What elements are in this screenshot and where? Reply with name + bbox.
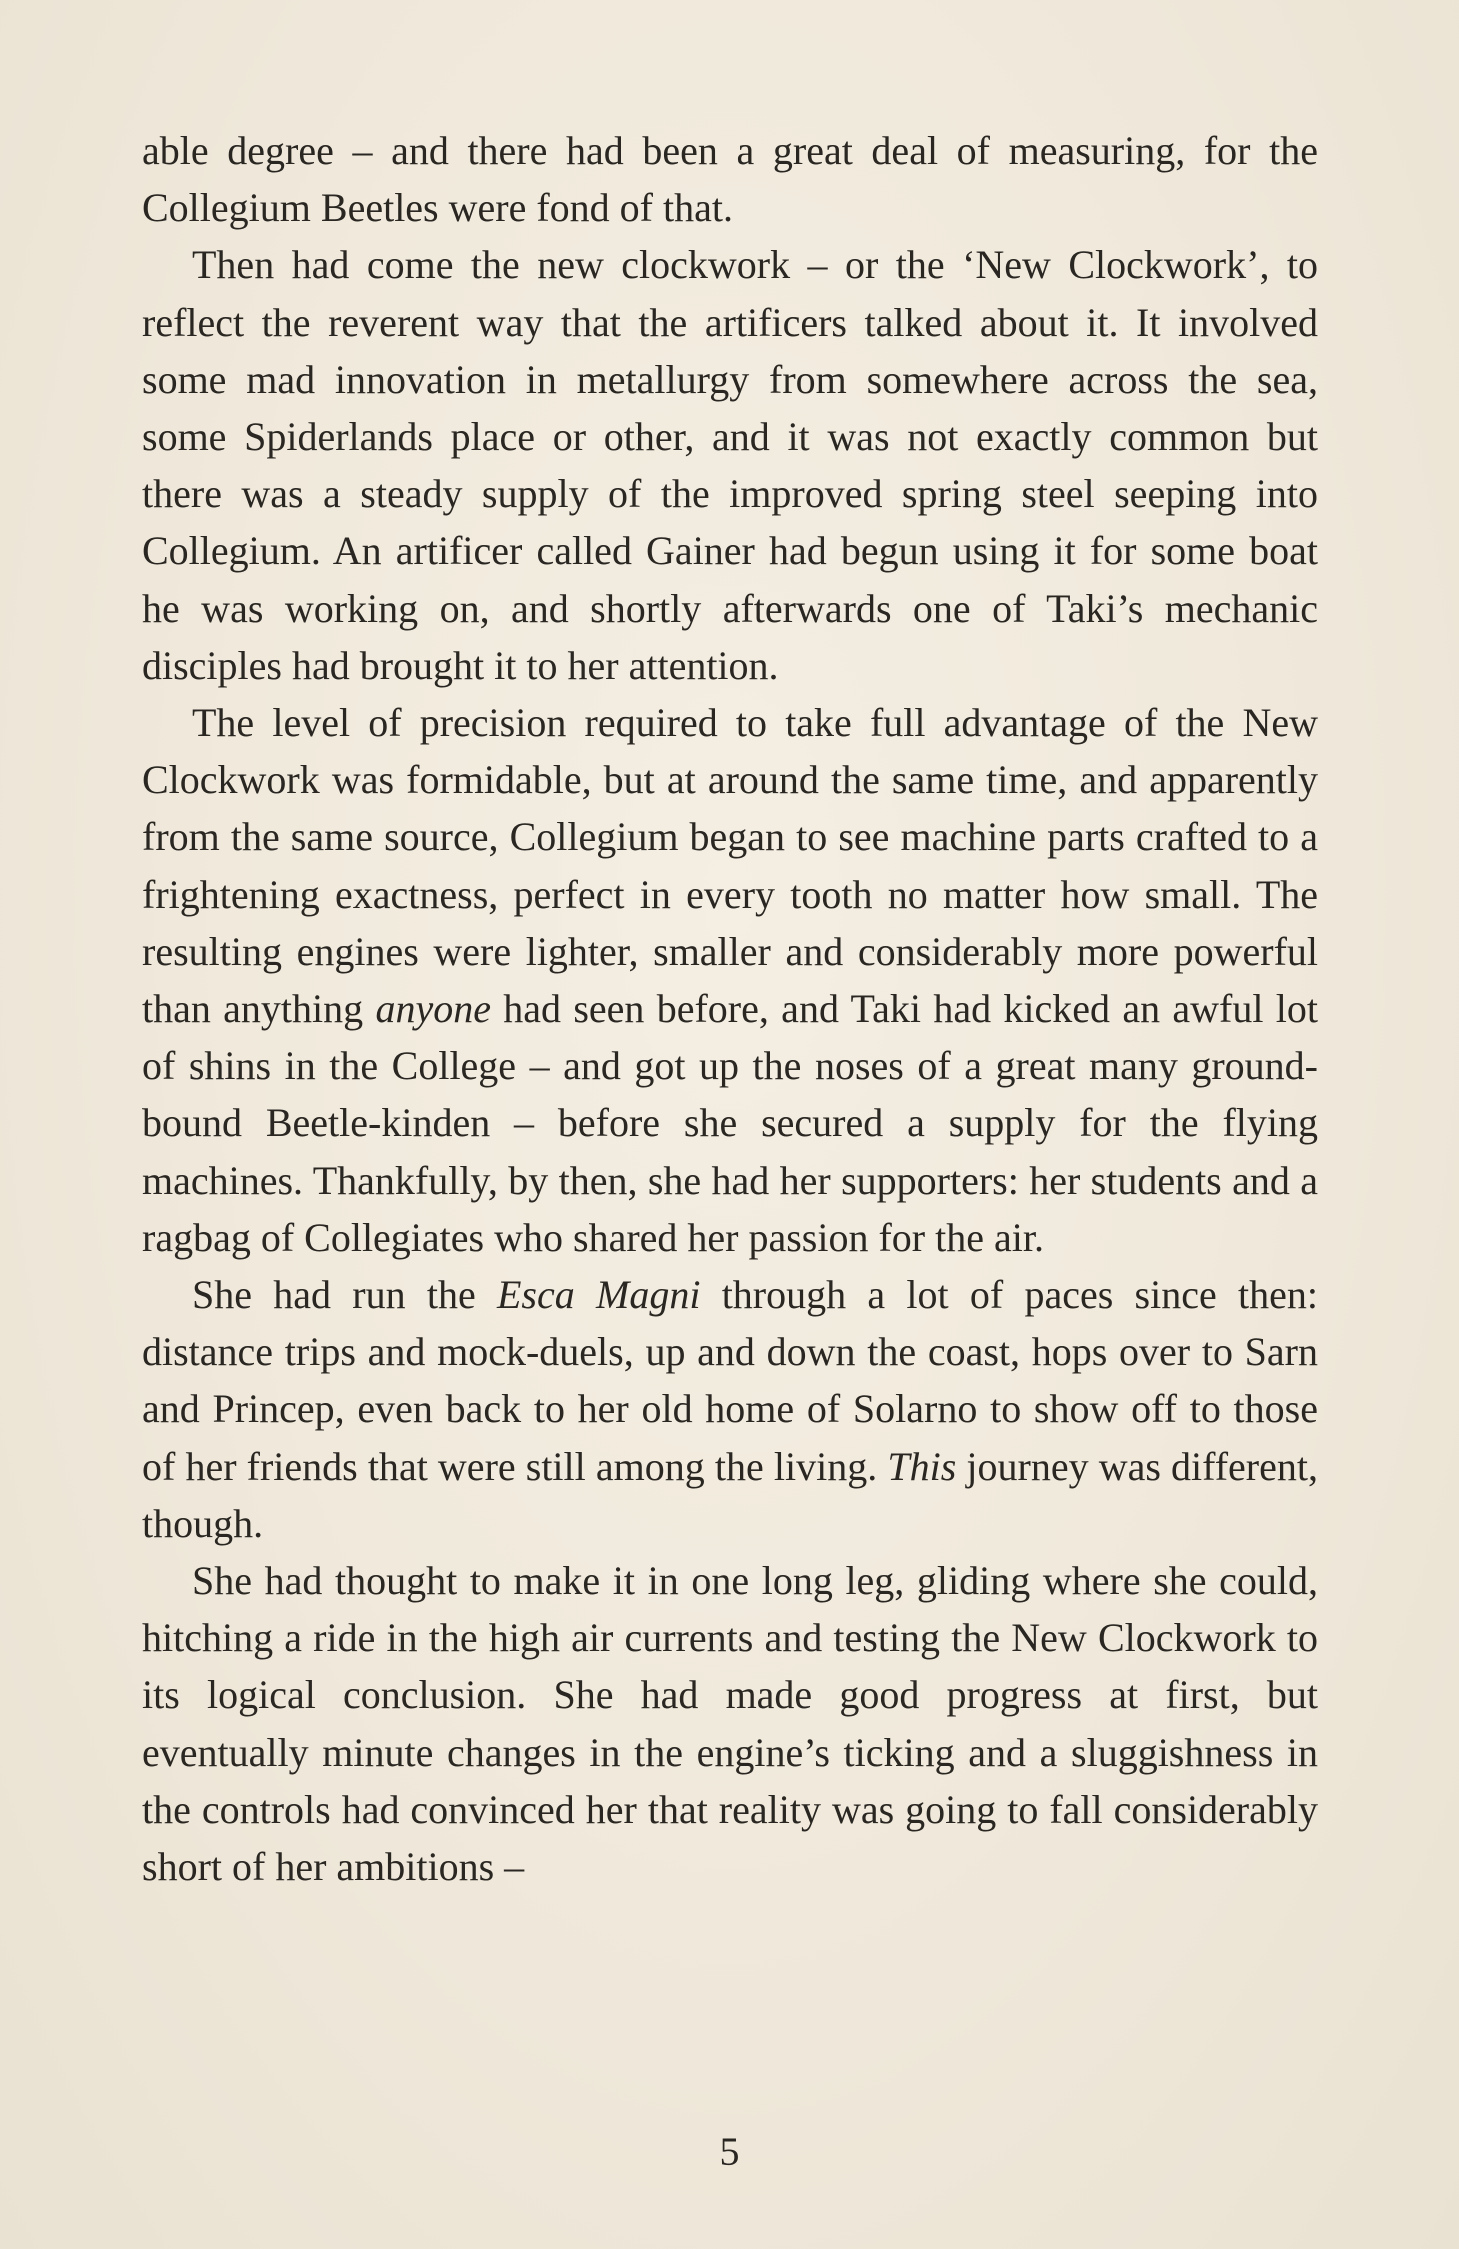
paragraph-3 — [142, 694, 1318, 1266]
paragraph-5 — [142, 1552, 1318, 1895]
text-segment: through a lot of paces since then: distance trips and mock-duels, up and down the coast, hops over to Sarn and Princep, even back to her old home of Solarno to show off to those of her friends that were still among the living. — [142, 1272, 1318, 1489]
paragraph-2 — [142, 236, 1318, 694]
text-segment: She had thought to make it in one long leg, gliding where she could, hitching a ride in the high air currents and testing the New Clockwork to its logical conclusion. She had made good progress at first, but eventually minute changes in the engine’s ticking and a sluggishness in the controls had convinced her that reality was going to fall considerably short of her ambitions – — [142, 1558, 1318, 1890]
text-segment: had seen before, and Taki had kicked an awful lot of shins in the College – and got up the noses of a great many ground-bound Beetle-kinden – before she secured a supply for the flying machines. Thankfully, by then, she had her supporters: her students and a ragbag of Collegiates who shared her passion for the air. — [142, 986, 1318, 1260]
paragraph-1 — [142, 122, 1318, 236]
text-segment: Then had come the new clockwork – or the ‘New Clockwork’, to reflect the reverent way that the artificers talked about it. It involved some mad innovation in metallurgy from somewhere across the sea, some Spiderlands place or other, and it was not exactly common but there was a steady supply of the improved spring steel seeping into Collegium. An artificer called Gainer had begun using it for some boat he was working on, and shortly afterwards one of Taki’s mechanic disciples had brought it to her attention. — [142, 242, 1318, 688]
italic-text: anyone — [375, 986, 491, 1032]
text-segment: journey was different, though. — [142, 1443, 1318, 1546]
italic-text: This — [887, 1443, 957, 1489]
paragraph-4 — [142, 1266, 1318, 1552]
ship-name: Esca Magni — [496, 1272, 701, 1318]
text-segment: able degree – and there had been a great deal of measuring, for the Collegium Beetles were fond of that. — [142, 128, 1318, 231]
page-number: 5 — [719, 2129, 740, 2174]
text-segment: She had run the — [192, 1272, 497, 1318]
text-segment: The level of precision required to take full advantage of the New Clockwork was formidable, but at around the same time, and apparently from the same source, Collegium began to see machine parts crafted to a frightening exactness, perfect in every tooth no matter how small. The resulting engines were lighter, smaller and considerably more powerful than anything — [142, 700, 1318, 1032]
body-text — [142, 122, 1318, 1895]
